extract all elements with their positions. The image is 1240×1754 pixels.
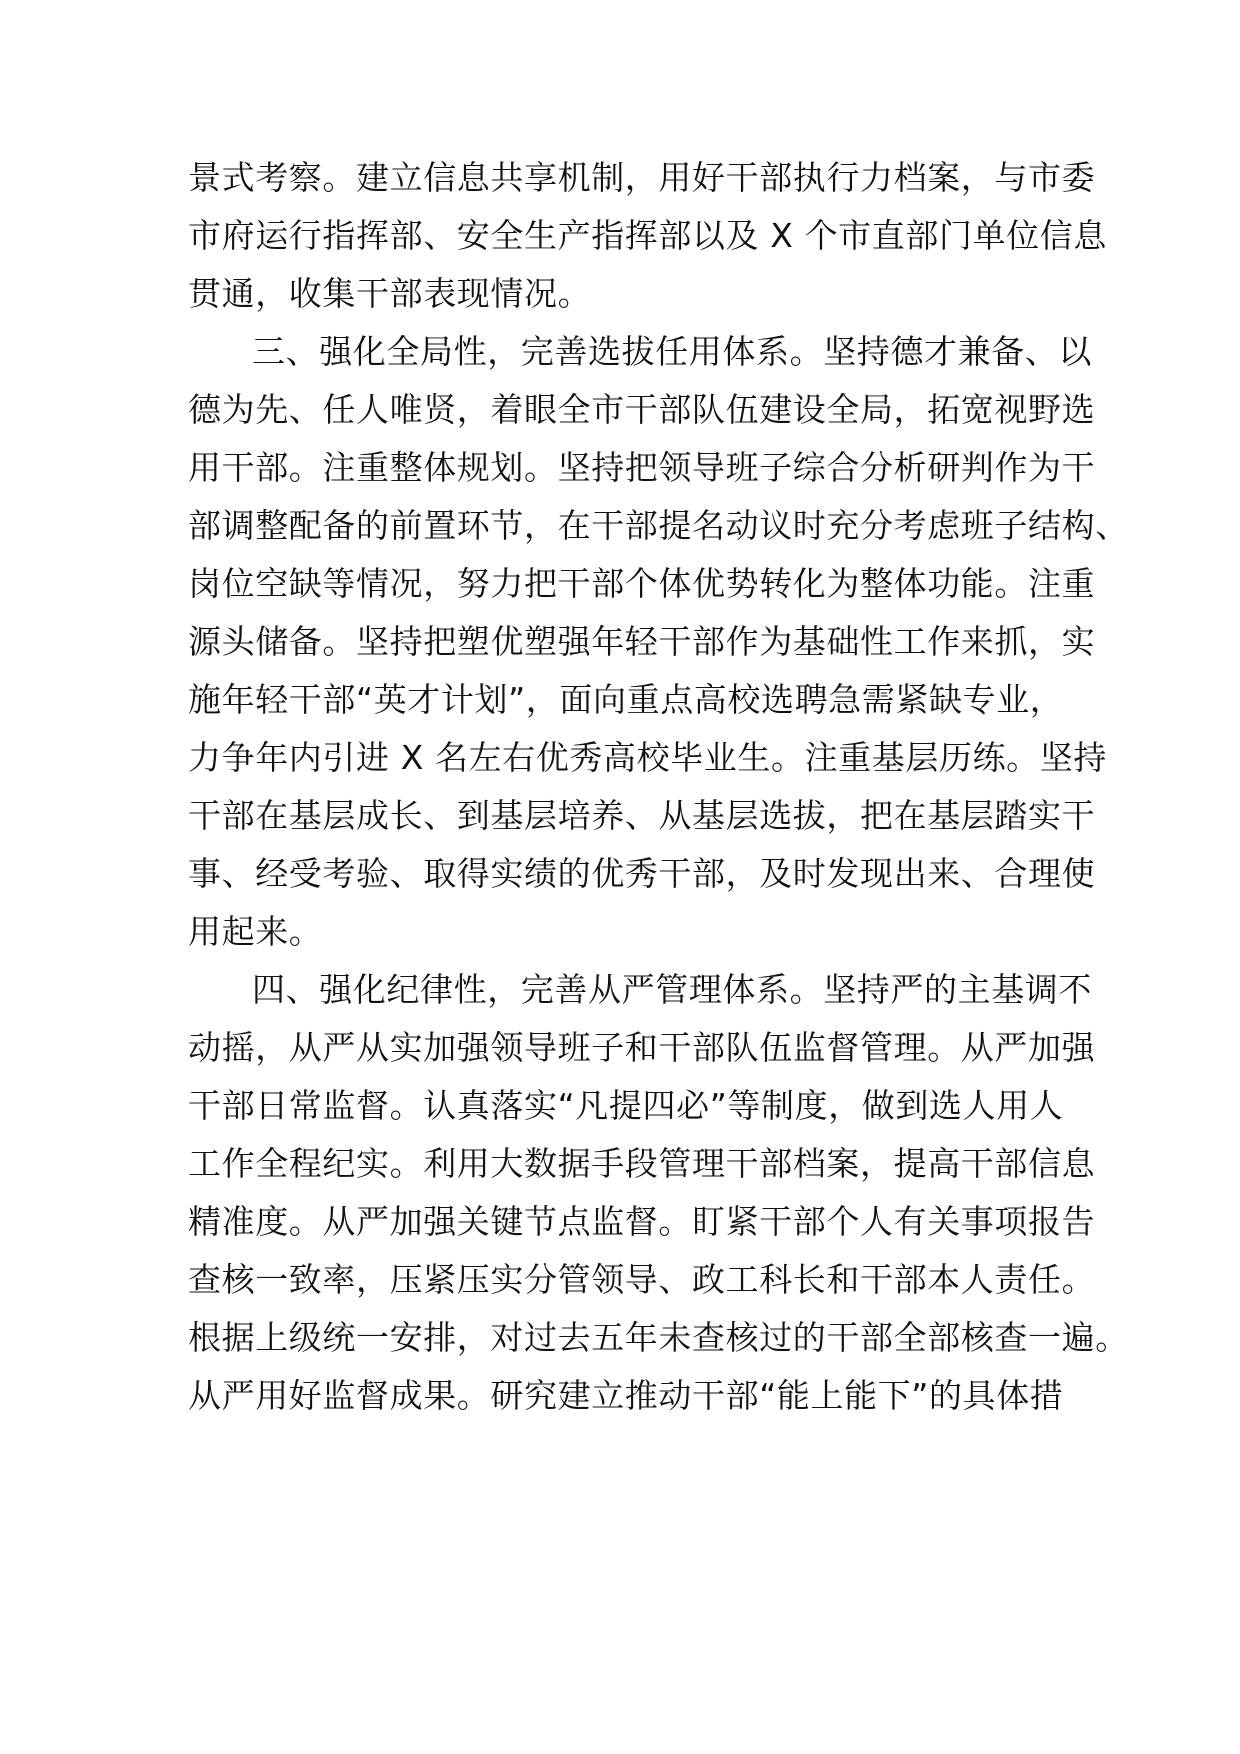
text-line: 德为先、任人唯贤，着眼全市干部队伍建设全局，拓宽视野选 — [188, 390, 1096, 429]
text-line: 事、经受考验、取得实绩的优秀干部，及时发现出来、合理使 — [188, 854, 1096, 893]
text-line: 源头储备。坚持把塑优塑强年轻干部作为基础性工作来抓，实 — [188, 622, 1096, 661]
text-line: 部调整配备的前置环节，在干部提名动议时充分考虑班子结构、 — [188, 506, 1129, 545]
text-line: 景式考察。建立信息共享机制，用好干部执行力档案，与市委 — [188, 158, 1096, 197]
text-line: 用干部。注重整体规划。坚持把领导班子综合分析研判作为干 — [188, 448, 1096, 487]
text-line: 贯通，收集干部表现情况。 — [188, 274, 592, 313]
text-line: 力争年内引进 X 名左右优秀高校毕业生。注重基层历练。坚持 — [188, 738, 1107, 777]
text-line: 查核一致率，压紧压实分管领导、政工科长和干部本人责任。 — [188, 1260, 1096, 1299]
text-line: 动摇，从严从实加强领导班子和干部队伍监督管理。从严加强 — [188, 1028, 1096, 1067]
text-line: 干部日常监督。认真落实“凡提四必”等制度，做到选人用人 — [188, 1086, 1064, 1125]
paragraph-start-line: 四、强化纪律性，完善从严管理体系。坚持严的主基调不 — [252, 970, 1092, 1009]
paragraph-start-line: 三、强化全局性，完善选拔任用体系。坚持德才兼备、以 — [252, 332, 1092, 371]
text-line: 从严用好监督成果。研究建立推动干部“能上能下”的具体措 — [188, 1376, 1064, 1415]
text-line: 根据上级统一安排，对过去五年未查核过的干部全部核查一遍。 — [188, 1318, 1129, 1357]
text-line: 市府运行指挥部、安全生产指挥部以及 X 个市直部门单位信息 — [188, 216, 1107, 255]
text-line: 用起来。 — [188, 912, 323, 951]
text-line: 工作全程纪实。利用大数据手段管理干部档案，提高干部信息 — [188, 1144, 1096, 1183]
text-line: 干部在基层成长、到基层培养、从基层选拔，把在基层踏实干 — [188, 796, 1096, 835]
text-line: 施年轻干部“英才计划”，面向重点高校选聘急需紧缺专业， — [188, 680, 1064, 719]
text-line: 岗位空缺等情况，努力把干部个体优势转化为整体功能。注重 — [188, 564, 1096, 603]
text-line: 精准度。从严加强关键节点监督。盯紧干部个人有关事项报告 — [188, 1202, 1096, 1241]
